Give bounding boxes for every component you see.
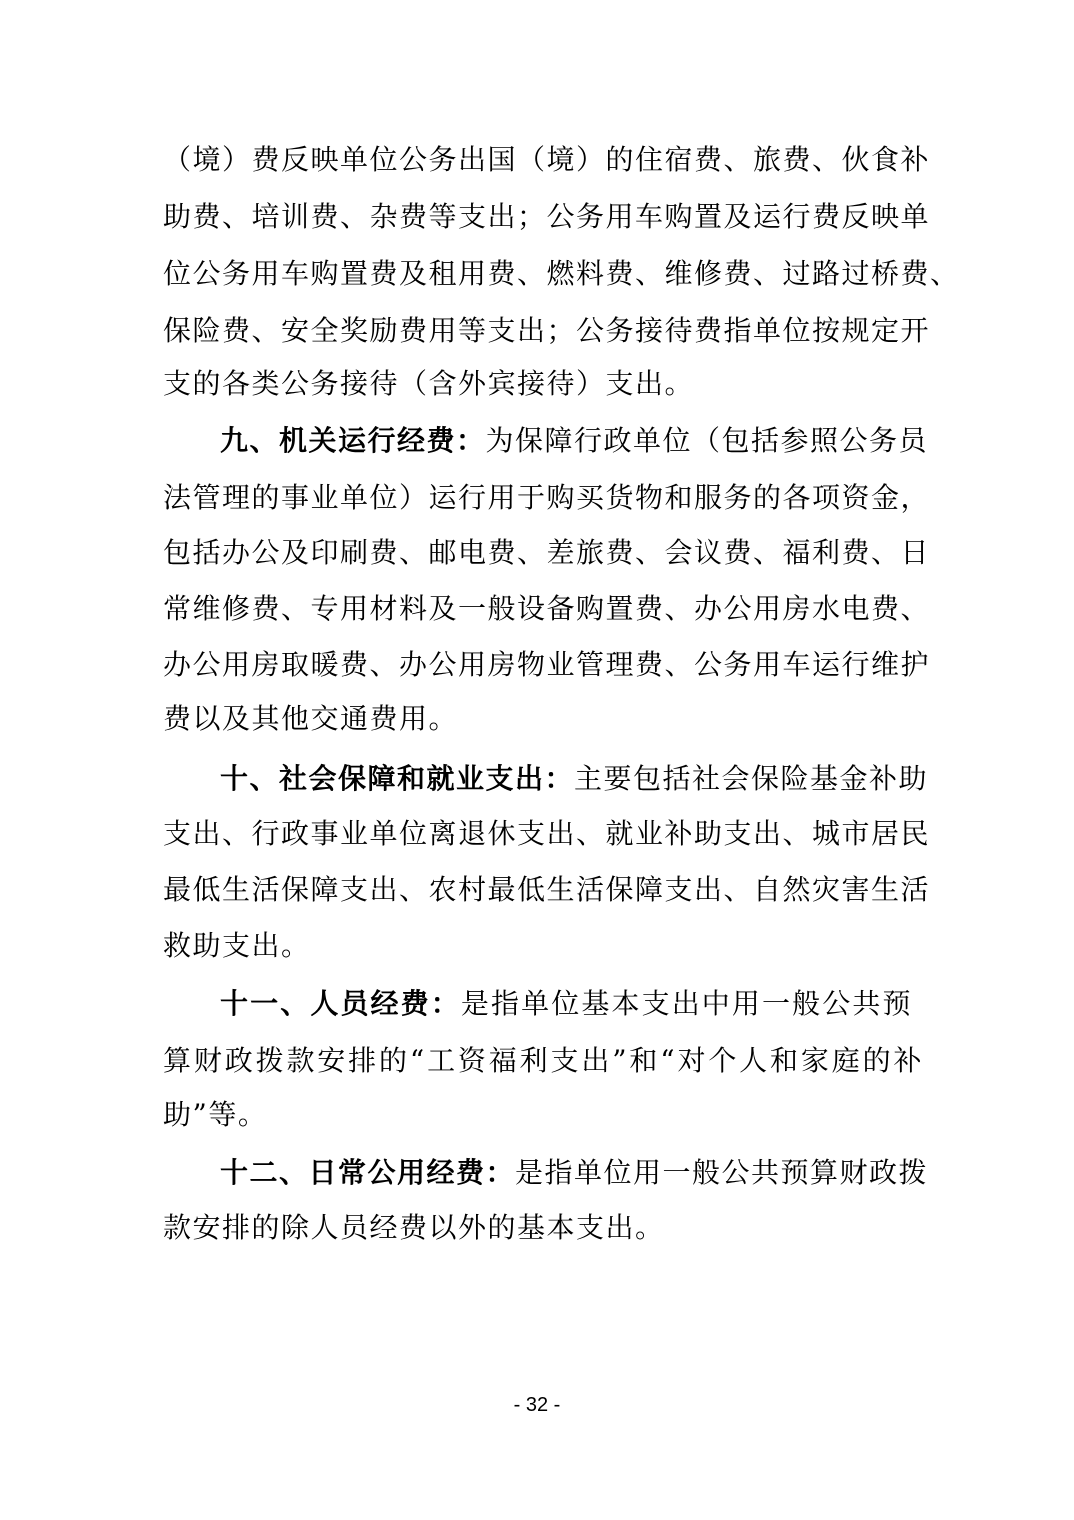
- paragraph-4-first-line-text: 是指单位基本支出中用一般公共预: [460, 987, 912, 1020]
- paragraph-2-first-line: [220, 413, 929, 469]
- paragraph-3-heading: 十、社会保障和就业支出：: [220, 762, 575, 795]
- paragraph-2-first-line-text: 为保障行政单位（包括参照公务员: [485, 424, 929, 457]
- paragraph-1-line-4: 保险费、安全奖励费用等支出；公务接待费指单位按规定开: [163, 314, 931, 347]
- paragraph-3-first-line: [220, 751, 929, 807]
- paragraph-1-line-3: 位公务用车购置费及租用费、燃料费、维修费、过路过桥费、: [163, 257, 960, 290]
- paragraph-3-line-2: 支出、行政事业单位离退休支出、就业补助支出、城市居民: [163, 817, 931, 850]
- paragraph-4-line-2: 算财政拨款安排的“工资福利支出”和“对个人和家庭的补: [163, 1044, 923, 1077]
- paragraph-1-line-5: 支的各类公务接待（含外宾接待）支出。: [163, 367, 695, 400]
- paragraph-2-line-5: 办公用房取暖费、办公用房物业管理费、公务用车运行维护: [163, 648, 931, 681]
- paragraph-3-line-3: 最低生活保障支出、农村最低生活保障支出、自然灾害生活: [163, 873, 931, 906]
- paragraph-1-line-2: 助费、培训费、杂费等支出；公务用车购置及运行费反映单: [163, 200, 931, 233]
- paragraph-5-first-line: [220, 1145, 929, 1201]
- paragraph-2-line-4: 常维修费、专用材料及一般设备购置费、办公用房水电费、: [163, 592, 931, 625]
- paragraph-2-line-2: 法管理的事业单位）运行用于购买货物和服务的各项资金，: [163, 481, 931, 514]
- paragraph-1-line-1: （境）费反映单位公务出国（境）的住宿费、旅费、伙食补: [163, 143, 931, 176]
- paragraph-5-heading: 十二、日常公用经费：: [220, 1156, 516, 1189]
- paragraph-4-first-line: [220, 976, 912, 1032]
- paragraph-2-line-6: 费以及其他交通费用。: [163, 702, 459, 735]
- paragraph-5-first-line-text: 是指单位用一般公共预算财政拨: [515, 1156, 929, 1189]
- paragraph-4-heading: 十一、人员经费：: [220, 987, 461, 1020]
- paragraph-4-line-3: 助”等。: [163, 1098, 268, 1131]
- paragraph-3-first-line-text: 主要包括社会保险基金补助: [574, 762, 929, 795]
- paragraph-3-line-4: 救助支出。: [163, 929, 311, 962]
- page-number: - 32 -: [513, 1394, 561, 1416]
- paragraph-2-heading: 九、机关运行经费：: [220, 424, 486, 457]
- paragraph-5-line-2: 款安排的除人员经费以外的基本支出。: [163, 1211, 665, 1244]
- paragraph-2-line-3: 包括办公及印刷费、邮电费、差旅费、会议费、福利费、日: [163, 536, 931, 569]
